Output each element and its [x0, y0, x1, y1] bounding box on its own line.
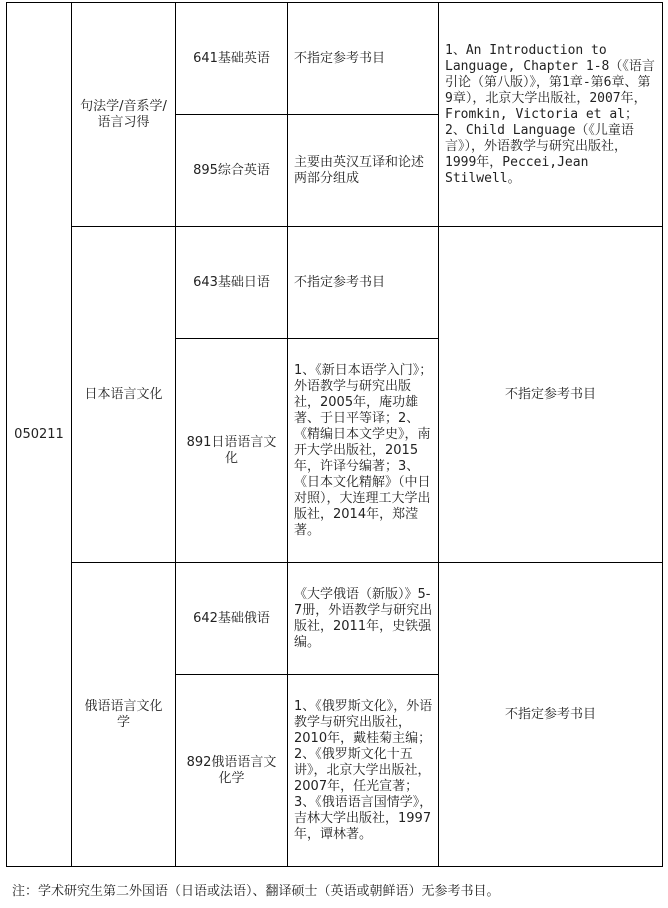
second-foreign-text: 不指定参考书目: [504, 706, 596, 722]
course-cell: [176, 675, 288, 867]
course-label: 641基础英语: [193, 50, 270, 66]
course-cell: [176, 115, 288, 227]
major-code-cell: [7, 3, 72, 867]
book-text: 不指定参考书目: [294, 50, 386, 66]
table-row: [7, 563, 663, 675]
table-row: [7, 3, 663, 115]
book-cell: [288, 675, 439, 867]
direction-cell: [72, 563, 176, 867]
course-label: 891日语语言文化: [186, 434, 277, 466]
book-text: 1、《俄罗斯文化》，外语教学与研究出版社，2010年，戴桂菊主编；2、《俄罗斯文化十五讲》，北京大学出版社，2007年，任光宣著；3、《俄语语言国情学》，吉林大学出版社，1997年，谭林著。: [294, 698, 433, 842]
second-foreign-text: 1、An Introduction to Language, Chapter 1-8（《语言引论（第八版）》，第1章-第6章、第9章），北京大学出版社，2007年，Fromkin, Victoria et al；2、Child Language（《儿童语言》），外语教学与研究出版社，1999年，Peccei,Jean Stilwell。: [445, 42, 655, 186]
direction-label: 日本语言文化: [84, 386, 163, 402]
book-cell: [288, 563, 439, 675]
book-text: 1、《新日本语学入门》；外语教学与研究出版社，2005年，庵功雄著、于日平等译；2、《精编日本文学史》，南开大学出版社，2015年，许译兮编著；3、《日本文化精解》（中日对照），大连理工大学出版社，2014年，郑滢著。: [294, 362, 433, 538]
course-label: 642基础俄语: [193, 610, 270, 626]
direction-label: 俄语语言文化学: [84, 698, 163, 730]
second-foreign-cell: [439, 563, 663, 867]
book-cell: [288, 339, 439, 563]
second-foreign-text: 不指定参考书目: [504, 386, 596, 402]
second-foreign-cell: [439, 227, 663, 563]
second-foreign-cell: [439, 3, 663, 227]
book-cell: [288, 227, 439, 339]
reference-table: [6, 2, 663, 867]
course-label: 643基础日语: [193, 274, 270, 290]
major-code: 050211: [14, 426, 64, 442]
course-cell: [176, 3, 288, 115]
book-cell: [288, 3, 439, 115]
footnote: 注：学术研究生第二外国语（日语或法语）、翻译硕士（英语或朝鲜语）无参考书目。: [12, 884, 500, 899]
table-row: [7, 227, 663, 339]
book-text: 主要由英汉互译和论述两部分组成: [294, 154, 425, 186]
book-cell: [288, 115, 439, 227]
book-text: 不指定参考书目: [294, 274, 386, 290]
course-label: 895综合英语: [193, 162, 270, 178]
course-cell: [176, 339, 288, 563]
direction-label: 句法学/音系学/语言习得: [80, 98, 167, 130]
course-label: 892俄语语言文化学: [186, 754, 277, 786]
course-cell: [176, 227, 288, 339]
book-text: 《大学俄语（新版）》5-7册，外语教学与研究出版社，2011年，史铁强编。: [294, 586, 433, 650]
direction-cell: [72, 3, 176, 227]
course-cell: [176, 563, 288, 675]
direction-cell: [72, 227, 176, 563]
